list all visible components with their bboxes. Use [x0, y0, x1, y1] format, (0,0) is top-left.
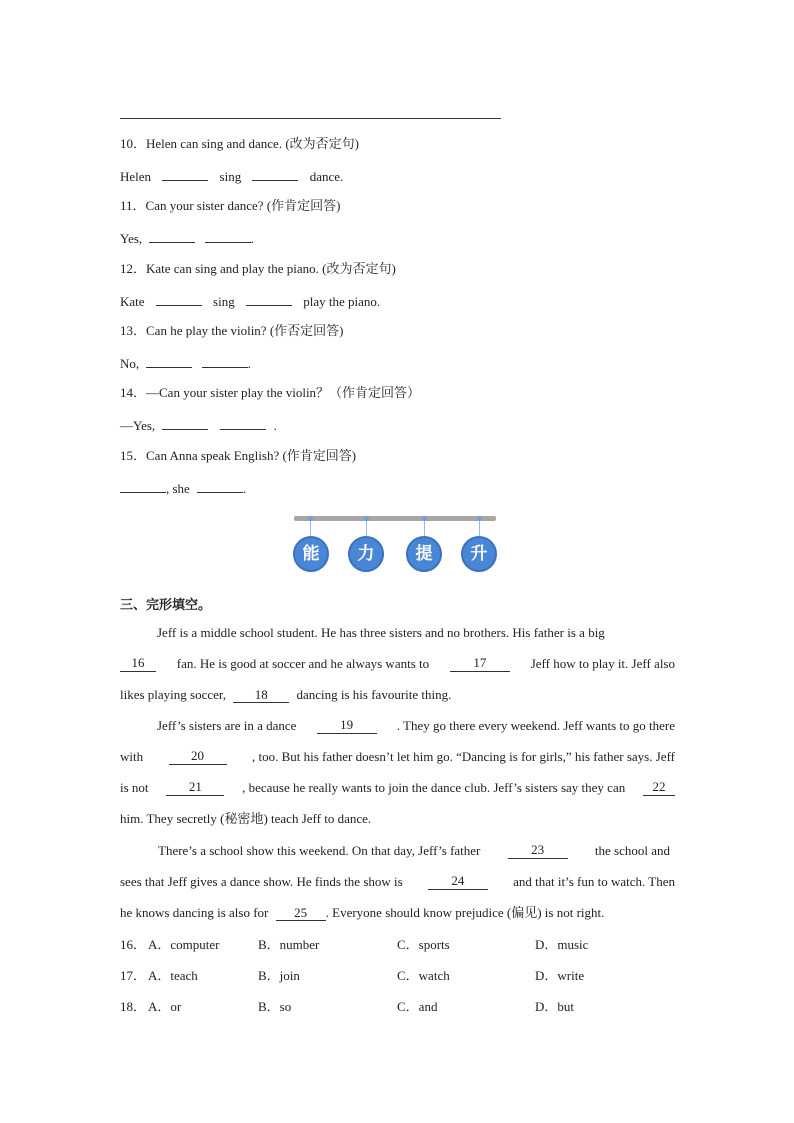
answer-text: Kate [120, 294, 145, 309]
passage-line: Jeff is a middle school student. He has three sisters and no brothers. His father is a big [157, 625, 605, 640]
passage-text: the school and [594, 843, 670, 858]
option-b[interactable]: B．number [258, 937, 320, 952]
banner-char: 提 [406, 536, 442, 572]
option-d[interactable]: D．music [535, 937, 589, 952]
passage-text: sees that Jeff gives a dance show. He finds the show is [120, 874, 403, 889]
banner-char: 能 [293, 536, 329, 572]
question-11-answer [120, 229, 254, 247]
answer-text: sing [213, 294, 235, 309]
option-number: 16． [120, 937, 147, 952]
cloze-blank-22[interactable]: 22 [643, 780, 675, 796]
answer-text: —Yes, [120, 418, 156, 433]
answer-text: No, [120, 356, 140, 371]
answer-blank[interactable] [197, 479, 243, 493]
answer-blank[interactable] [162, 416, 208, 430]
passage-text: fan. He is good at soccer and he always wants to [176, 656, 430, 671]
question-13-prompt: 13．Can he play the violin? (作否定回答) [120, 323, 344, 338]
passage-line [157, 718, 675, 734]
banner-dot [477, 516, 482, 521]
answer-blank[interactable] [220, 416, 266, 430]
passage-line [120, 780, 675, 796]
answer-blank[interactable] [120, 479, 166, 493]
cloze-blank-18[interactable]: 18 [233, 688, 289, 703]
passage-text: Jeff how to play it. Jeff also [530, 656, 675, 671]
banner-bar [294, 516, 496, 521]
passage-line [120, 874, 675, 890]
answer-text: Yes, [120, 231, 143, 246]
option-a[interactable]: A．teach [148, 968, 198, 983]
option-c[interactable]: C．watch [397, 968, 450, 983]
passage-text: . They go there every weekend. Jeff wants to go there [396, 718, 675, 733]
answer-text: sing [219, 169, 242, 184]
banner-char: 升 [461, 536, 497, 572]
cloze-blank-20[interactable]: 20 [169, 749, 227, 765]
question-12-answer [120, 292, 380, 310]
option-d[interactable]: D．but [535, 999, 575, 1014]
answer-text: . [273, 418, 277, 433]
passage-text: There’s a school show this weekend. On that day, Jeff’s father [158, 843, 481, 858]
passage-text: Jeff’s sisters are in a dance [157, 718, 297, 733]
answer-text: play the piano. [303, 294, 381, 309]
banner-dot [308, 516, 313, 521]
question-15-answer [120, 479, 246, 497]
answer-blank[interactable] [252, 167, 298, 181]
passage-line [120, 656, 675, 672]
passage-line [158, 843, 670, 859]
cloze-blank-17[interactable]: 17 [450, 656, 510, 672]
ability-banner [294, 516, 496, 574]
answer-blank[interactable] [146, 354, 192, 368]
answer-text: , she [166, 481, 190, 496]
question-15-prompt: 15．Can Anna speak English? (作肯定回答) [120, 448, 357, 463]
top-divider [120, 118, 501, 119]
passage-text: with [120, 749, 144, 764]
question-14-prompt: 14．—Can your sister play the violin？（作肯定回答） [120, 385, 421, 400]
passage-line: him. They secretly (秘密地) teach Jeff to dance. [120, 811, 372, 826]
cloze-blank-16[interactable]: 16 [120, 656, 156, 672]
option-d[interactable]: D．write [535, 968, 585, 983]
option-c[interactable]: C．and [397, 999, 438, 1014]
passage-text: dancing is his favourite thing. [296, 687, 452, 702]
passage-line [120, 905, 675, 921]
cloze-blank-21[interactable]: 21 [166, 780, 224, 796]
banner-dot [422, 516, 427, 521]
cloze-blank-24[interactable]: 24 [428, 874, 488, 890]
option-number: 18． [120, 999, 147, 1014]
answer-text: . [247, 356, 251, 371]
banner-char: 力 [348, 536, 384, 572]
option-number: 17． [120, 968, 147, 983]
passage-text: , because he really wants to join the dance club. Jeff’s sisters say they can [242, 780, 626, 795]
answer-blank[interactable] [205, 229, 251, 243]
question-10-answer [120, 167, 343, 185]
answer-blank[interactable] [149, 229, 195, 243]
answer-text: Helen [120, 169, 152, 184]
question-13-answer [120, 354, 251, 372]
passage-text: he knows dancing is also for [120, 905, 269, 920]
cloze-blank-25[interactable]: 25 [276, 906, 326, 921]
option-a[interactable]: A．or [148, 999, 182, 1014]
passage-text: is not [120, 780, 149, 795]
passage-line [120, 687, 675, 703]
option-b[interactable]: B．so [258, 999, 292, 1014]
question-10-prompt: 10．Helen can sing and dance. (改为否定句) [120, 136, 359, 151]
answer-blank[interactable] [246, 292, 292, 306]
passage-text: , too. But his father doesn’t let him go. “Dancing is for girls,” his father says. Jeff [251, 749, 675, 764]
section-heading: 三、完形填空。 [120, 598, 212, 613]
banner-dot [364, 516, 369, 521]
option-b[interactable]: B．join [258, 968, 300, 983]
answer-blank[interactable] [202, 354, 248, 368]
question-11-prompt: 11．Can your sister dance? (作肯定回答) [120, 198, 341, 213]
cloze-blank-19[interactable]: 19 [317, 718, 377, 734]
passage-text: likes playing soccer, [120, 687, 226, 702]
answer-text: . [250, 231, 254, 246]
question-12-prompt: 12．Kate can sing and play the piano. (改为否定句) [120, 261, 396, 276]
answer-text: . [243, 481, 247, 496]
answer-blank[interactable] [156, 292, 202, 306]
answer-text: dance. [309, 169, 344, 184]
answer-blank[interactable] [162, 167, 208, 181]
passage-text: and that it’s fun to watch. Then [513, 874, 675, 889]
option-c[interactable]: C．sports [397, 937, 450, 952]
cloze-blank-23[interactable]: 23 [508, 843, 568, 859]
question-14-answer [120, 416, 277, 434]
passage-line [120, 749, 675, 765]
passage-text: . Everyone should know prejudice (偏见) is not right. [325, 905, 605, 920]
option-a[interactable]: A．computer [148, 937, 220, 952]
